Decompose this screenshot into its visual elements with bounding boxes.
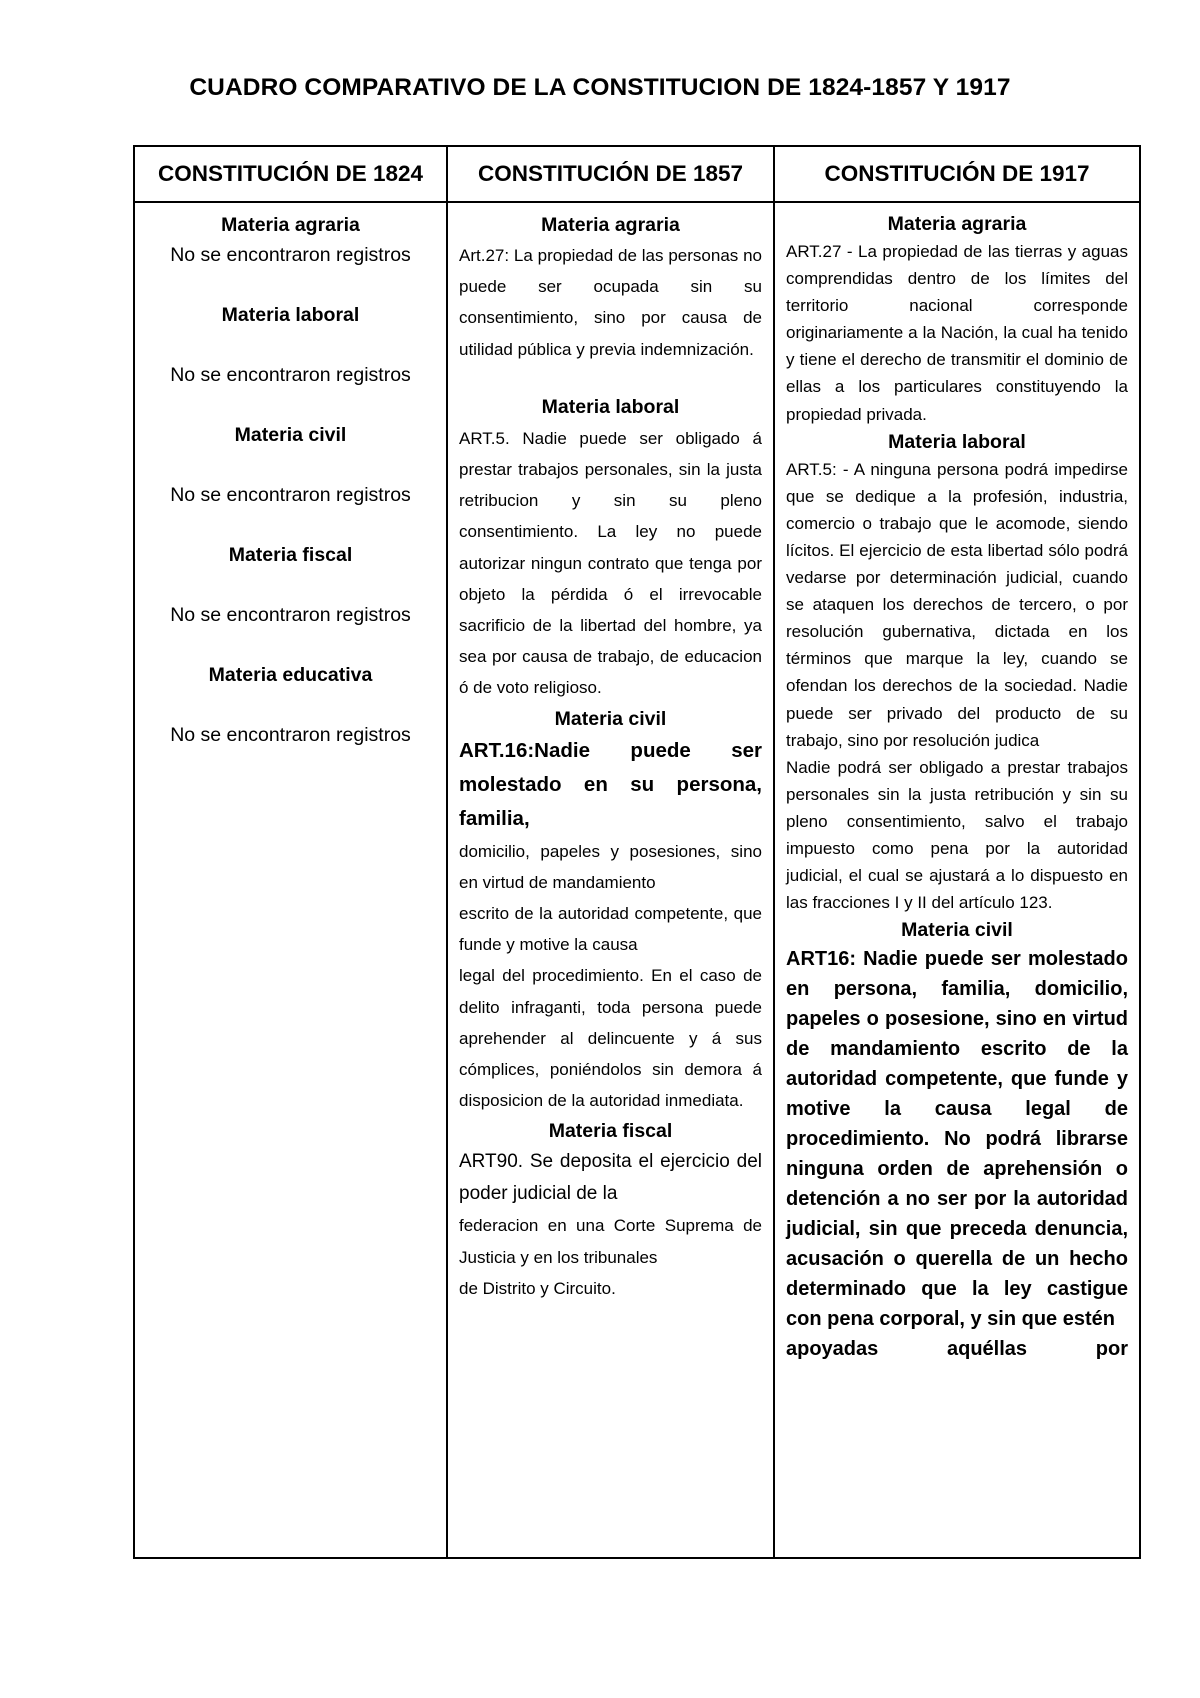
heading-fiscal-1857: Materia fiscal xyxy=(548,1120,673,1143)
text-laboral-1824: No se encontraron registros xyxy=(170,364,411,386)
text-laboral-1-1917: ART.5: - A ninguna persona podrá impedirse que se dedique a la profesión, industria, comercio o trabajo que le acomode, siendo lícitos. El ejercicio de esta libertad sólo podrá vedarse por determinación judicial, cuando se ataquen los derechos de tercero, o por resolución gubernativa, dictada en los términos que marque la ley, cuando se ofendan los derechos de la sociedad. Nadie puede ser privado del producto de su trabajo, sino por resolución judica xyxy=(786,459,1128,750)
header-1824: CONSTITUCIÓN DE 1824 xyxy=(134,146,447,202)
text-laboral-1857: ART.5. Nadie puede ser obligado á prestar trabajos personales, sin la justa retribucion y sin su pleno consentimiento. La ley no puede autorizar ningun contrato que tenga por objeto la pérdida ó el irrevocable sacrificio de la libertad del hombre, ya sea por causa de trabajo, de educacion ó de voto religioso. xyxy=(459,428,762,698)
heading-fiscal-1824: Materia fiscal xyxy=(228,544,353,566)
heading-civil-1917: Materia civil xyxy=(901,919,1013,942)
header-1917: CONSTITUCIÓN DE 1917 xyxy=(774,146,1140,202)
document-title: CUADRO COMPARATIVO DE LA CONSTITUCION DE 1824-1857 Y 1917 xyxy=(189,74,1011,101)
header-1857: CONSTITUCIÓN DE 1857 xyxy=(447,146,774,202)
text-civil-2-1857: escrito de la autoridad competente, que funde y motive la causa xyxy=(459,904,762,955)
text-civil-1-1917: ART16: Nadie puede ser molestado en persona, familia, domicilio, papeles o posesione, sino en virtud de mandamiento escrito de la autoridad competente, que funde y motive la causa legal de procedimiento. No podrá librarse ninguna orden de aprehensión o detención a no ser por la autoridad judicial, sin que preceda denuncia, acusación o querella de un hecho determinado que la ley castigue con pena corporal, y sin que estén xyxy=(786,948,1128,1331)
text-agraria-1917: ART.27 - La propiedad de las tierras y aguas comprendidas dentro de los límites del territorio nacional corresponde originariamente a la Nación, la cual ha tenido y tiene el derecho de transmitir el dominio de ellas a los particulares constituyendo la propiedad privada. xyxy=(786,242,1128,424)
heading-civil-1857: Materia civil xyxy=(554,707,667,730)
text-fiscal-2-1857: de Distrito y Circuito. xyxy=(459,1278,616,1298)
heading-educativa-1824: Materia educativa xyxy=(208,664,373,686)
heading-agraria-1824: Materia agraria xyxy=(221,214,360,236)
text-civil-3-1857: legal del procedimiento. En el caso de delito infraganti, toda persona puede aprehender al delincuente y á sus cómplices, poniéndolos sin demora á disposicion de la autoridad inmediata. xyxy=(459,966,762,1111)
heading-laboral-1857: Materia laboral xyxy=(541,395,680,418)
text-agraria-1857: Art.27: La propiedad de las personas no puede ser ocupada sin su consentimiento, sino por causa de utilidad pública y previa indemnización. xyxy=(459,246,762,359)
text-fiscal-1824: No se encontraron registros xyxy=(170,604,411,626)
column-1917 xyxy=(774,202,1140,1558)
heading-civil-1824: Materia civil xyxy=(234,424,347,446)
text-educativa-1824: No se encontraron registros xyxy=(170,724,411,746)
content-row xyxy=(134,202,1140,1558)
text-civil-lead-1857: ART.16:Nadie puede ser molestado en su persona, familia, xyxy=(459,738,762,830)
text-civil-2-1917: apoyadas aquéllas por xyxy=(786,1338,1128,1361)
column-1857 xyxy=(447,202,774,1558)
comparison-table xyxy=(133,145,1141,1559)
text-fiscal-lead-1857: ART90. Se deposita el ejercicio del poder judicial de la xyxy=(459,1151,762,1205)
text-fiscal-1-1857: federacion en una Corte Suprema de Justicia y en los tribunales xyxy=(459,1216,762,1267)
heading-laboral-1824: Materia laboral xyxy=(221,304,360,326)
heading-laboral-1917: Materia laboral xyxy=(888,430,1026,453)
text-civil-1-1857: domicilio, papeles y posesiones, sino en virtud de mandamiento xyxy=(459,841,762,892)
text-laboral-2-1917: Nadie podrá ser obligado a prestar trabajos personales sin la justa retribución y sin su pleno consentimiento, salvo el trabajo impuesto como pena por la autoridad judicial, el cual se ajustará a lo dispuesto en las fracciones I y II del artículo 123. xyxy=(786,757,1128,913)
header-row xyxy=(134,146,1140,202)
text-agraria-1824: No se encontraron registros xyxy=(170,244,411,266)
text-civil-1824: No se encontraron registros xyxy=(170,484,411,506)
column-1824 xyxy=(134,202,447,1558)
heading-agraria-1917: Materia agraria xyxy=(887,213,1027,235)
heading-agraria-1857: Materia agraria xyxy=(541,214,680,236)
